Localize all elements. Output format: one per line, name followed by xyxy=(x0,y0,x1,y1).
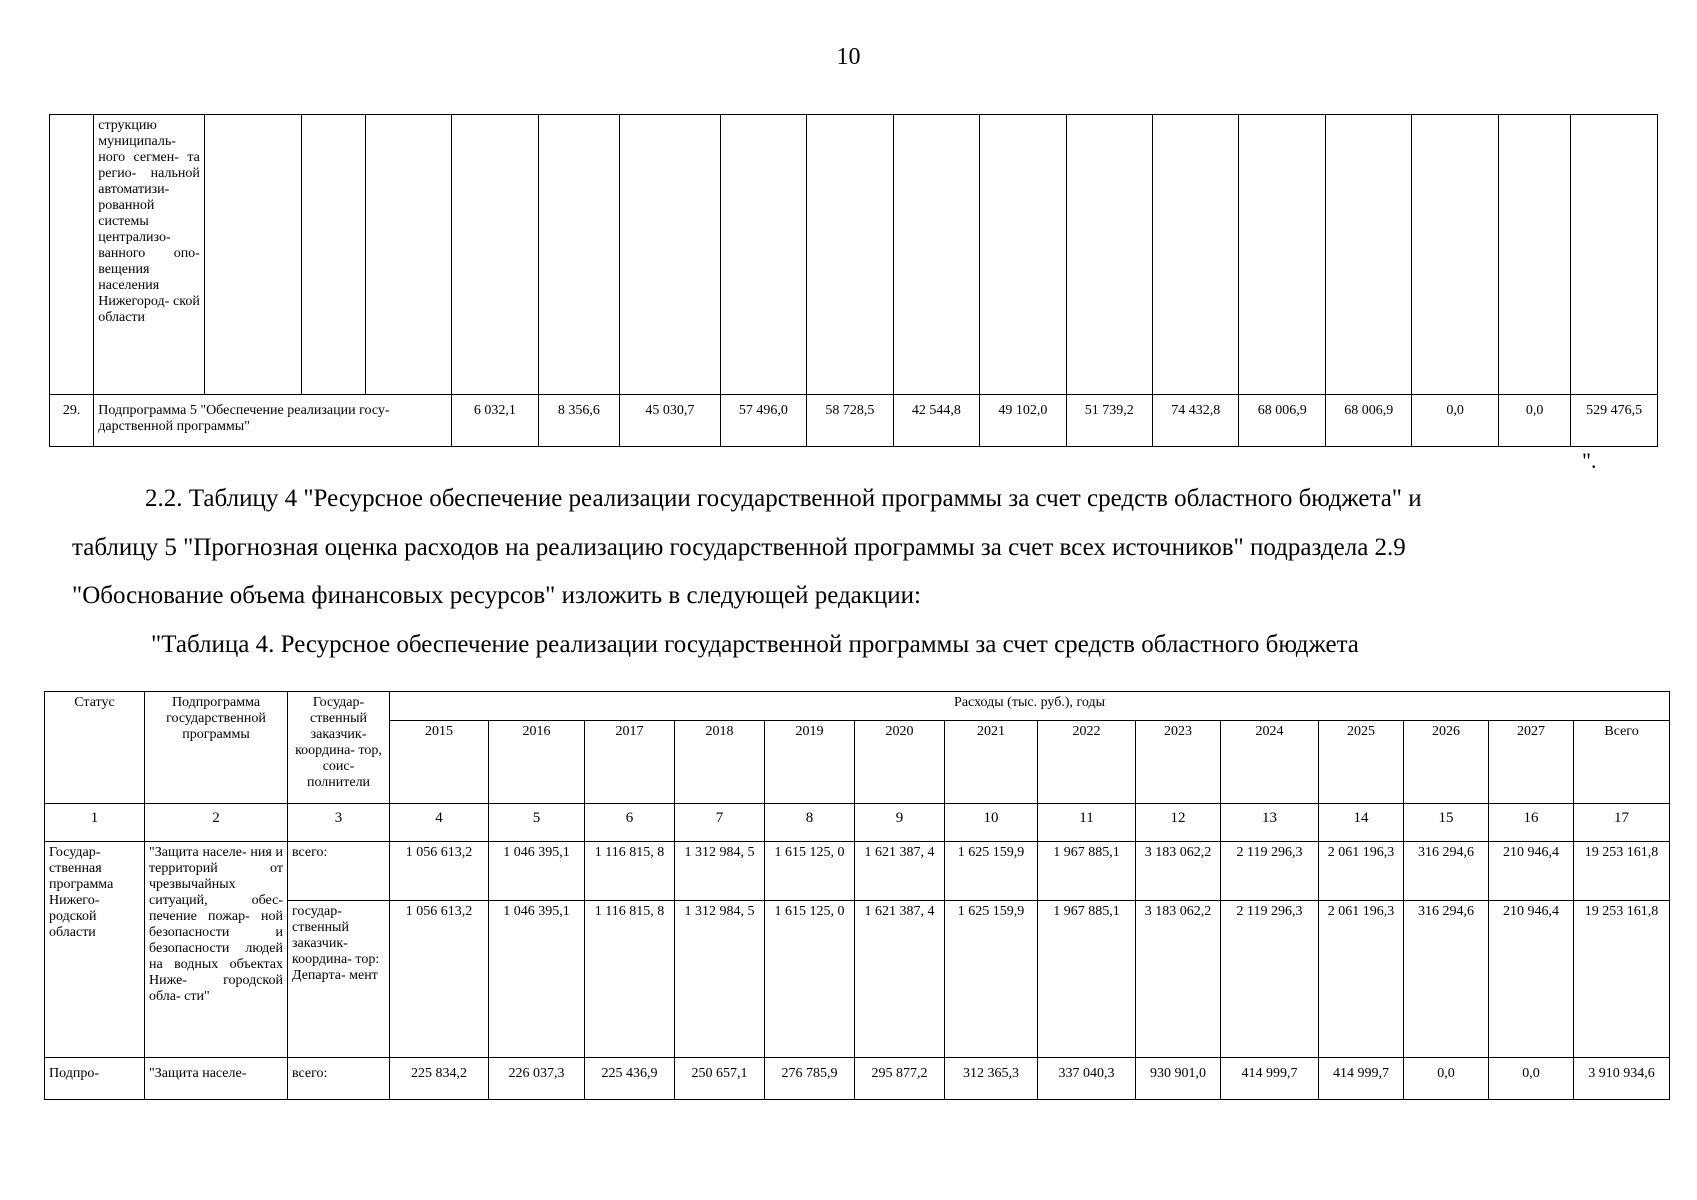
value-cell: 930 901,0 xyxy=(1136,1058,1221,1100)
value-cell: 250 657,1 xyxy=(675,1058,765,1100)
column-index: 9 xyxy=(855,804,945,842)
header-year: 2019 xyxy=(765,721,855,804)
value-cell: 1 116 815, 8 xyxy=(585,842,675,901)
value-cell: 19 253 161,8 xyxy=(1574,901,1670,1058)
column-index: 12 xyxy=(1136,804,1221,842)
header-year: 2016 xyxy=(489,721,585,804)
header-year: 2018 xyxy=(675,721,765,804)
value-cell: 57 496,0 xyxy=(720,395,806,447)
subprogram-cell: "Защита населе- ния и территорий от чрезвычайных ситуаций, обес- печение пожар- ной безопасности и безопасности людей на водных объектах Ниже- городской обла- сти" xyxy=(145,842,288,1058)
value-cell: 0,0 xyxy=(1489,1058,1574,1100)
value-cell: 74 432,8 xyxy=(1153,395,1239,447)
table-row xyxy=(50,395,1658,447)
value-cell: 1 046 395,1 xyxy=(489,901,585,1058)
value-cell: 1 967 885,1 xyxy=(1038,901,1136,1058)
row-index: 29. xyxy=(50,395,94,447)
value-cell: 6 032,1 xyxy=(452,395,538,447)
table-row xyxy=(45,901,1670,1058)
value-cell: 19 253 161,8 xyxy=(1574,842,1670,901)
status-cell: Государ- ственная программа Нижего- родской области xyxy=(45,842,145,1058)
value-cell: 1 056 613,2 xyxy=(390,842,489,901)
header-year: 2021 xyxy=(945,721,1038,804)
value-cell: 3 183 062,2 xyxy=(1136,901,1221,1058)
header-total: Всего xyxy=(1574,721,1670,804)
value-cell: 210 946,4 xyxy=(1489,901,1574,1058)
paragraph-line: "Обоснование объема финансовых ресурсов" изложить в следующей редакции: xyxy=(72,582,921,609)
status-cell: Подпро- xyxy=(45,1058,145,1100)
value-cell: 1 312 984, 5 xyxy=(675,842,765,901)
header-year: 2025 xyxy=(1319,721,1404,804)
column-index: 8 xyxy=(765,804,855,842)
value-cell: 414 999,7 xyxy=(1221,1058,1319,1100)
closing-quote: ". xyxy=(1582,448,1597,473)
value-cell: 276 785,9 xyxy=(765,1058,855,1100)
table-title: "Таблица 4. Ресурсное обеспечение реализации государственной программы за счет средств областного бюджета xyxy=(151,631,1359,658)
value-cell: 45 030,7 xyxy=(620,395,721,447)
header-subprogram: Подпрограмма государственной программы xyxy=(145,692,288,804)
value-cell: 2 119 296,3 xyxy=(1221,842,1319,901)
value-cell: 3 183 062,2 xyxy=(1136,842,1221,901)
value-cell: 1 056 613,2 xyxy=(390,901,489,1058)
value-cell: 0,0 xyxy=(1498,395,1570,447)
value-cell: 68 006,9 xyxy=(1239,395,1325,447)
header-year: 2023 xyxy=(1136,721,1221,804)
column-index: 15 xyxy=(1404,804,1489,842)
subprogram-cell: "Защита населе- xyxy=(145,1058,288,1100)
column-index: 2 xyxy=(145,804,288,842)
table-row xyxy=(50,115,1658,395)
value-cell: 414 999,7 xyxy=(1319,1058,1404,1100)
header-year: 2022 xyxy=(1038,721,1136,804)
table-row xyxy=(45,842,1670,901)
table-row xyxy=(45,1058,1670,1100)
value-cell: 316 294,6 xyxy=(1404,901,1489,1058)
column-index: 3 xyxy=(288,804,390,842)
value-cell: 2 061 196,3 xyxy=(1319,901,1404,1058)
value-cell: 225 436,9 xyxy=(585,1058,675,1100)
value-cell: 312 365,3 xyxy=(945,1058,1038,1100)
value-cell: 1 046 395,1 xyxy=(489,842,585,901)
column-index: 1 xyxy=(45,804,145,842)
value-cell: 0,0 xyxy=(1412,395,1498,447)
customer-cell: всего: xyxy=(288,842,390,901)
page-number: 10 xyxy=(836,44,861,70)
value-cell: 2 061 196,3 xyxy=(1319,842,1404,901)
header-customer: Государ- ственный заказчик- координа- тор, соис- полнители xyxy=(288,692,390,804)
column-index: 10 xyxy=(945,804,1038,842)
column-index: 14 xyxy=(1319,804,1404,842)
value-cell: 1 625 159,9 xyxy=(945,901,1038,1058)
customer-cell: всего: xyxy=(288,1058,390,1100)
column-index: 11 xyxy=(1038,804,1136,842)
value-cell: 68 006,9 xyxy=(1325,395,1411,447)
column-index: 16 xyxy=(1489,804,1574,842)
header-year: 2020 xyxy=(855,721,945,804)
value-cell: 0,0 xyxy=(1404,1058,1489,1100)
column-index: 17 xyxy=(1574,804,1670,842)
column-index: 4 xyxy=(390,804,489,842)
header-year: 2026 xyxy=(1404,721,1489,804)
customer-cell: государ- ственный заказчик- координа- тор: Департа- мент xyxy=(288,901,390,1058)
value-cell: 51 739,2 xyxy=(1066,395,1152,447)
value-cell: 8 356,6 xyxy=(538,395,619,447)
value-cell: 337 040,3 xyxy=(1038,1058,1136,1100)
value-cell: 1 615 125, 0 xyxy=(765,842,855,901)
value-cell: 58 728,5 xyxy=(807,395,893,447)
index-row xyxy=(45,804,1670,842)
header-year: 2027 xyxy=(1489,721,1574,804)
value-cell: 295 877,2 xyxy=(855,1058,945,1100)
value-cell: 1 116 815, 8 xyxy=(585,901,675,1058)
value-cell: 529 476,5 xyxy=(1571,395,1658,447)
value-cell: 226 037,3 xyxy=(489,1058,585,1100)
value-cell: 42 544,8 xyxy=(893,395,979,447)
value-cell: 3 910 934,6 xyxy=(1574,1058,1670,1100)
paragraph-line: 2.2. Таблицу 4 "Ресурсное обеспечение реализации государственной программы за счет средств областного бюджета" и xyxy=(145,485,1422,512)
subprogram-name: Подпрограмма 5 "Обеспечение реализации госу- дарственной программы" xyxy=(94,395,452,447)
header-expenses: Расходы (тыс. руб.), годы xyxy=(390,692,1670,721)
measure-name-cell: струкцию муниципаль- ного сегмен- та регио- нальной автоматизи- рованной системы централизо- ванного опо- вещения населения Нижегород- ской области xyxy=(94,115,205,395)
header-row xyxy=(45,692,1670,721)
value-cell: 1 312 984, 5 xyxy=(675,901,765,1058)
column-index: 5 xyxy=(489,804,585,842)
value-cell: 49 102,0 xyxy=(980,395,1066,447)
value-cell: 1 621 387, 4 xyxy=(855,842,945,901)
value-cell: 1 967 885,1 xyxy=(1038,842,1136,901)
column-index: 13 xyxy=(1221,804,1319,842)
paragraph-line: таблицу 5 "Прогнозная оценка расходов на реализацию государственной программы за счет всех источников" подраздела 2.9 xyxy=(72,534,1406,561)
value-cell: 210 946,4 xyxy=(1489,842,1574,901)
value-cell: 1 621 387, 4 xyxy=(855,901,945,1058)
value-cell: 225 834,2 xyxy=(390,1058,489,1100)
value-cell: 2 119 296,3 xyxy=(1221,901,1319,1058)
resource-table xyxy=(44,691,1670,1100)
value-cell: 316 294,6 xyxy=(1404,842,1489,901)
header-year: 2015 xyxy=(390,721,489,804)
header-year: 2024 xyxy=(1221,721,1319,804)
value-cell: 1 625 159,9 xyxy=(945,842,1038,901)
header-status: Статус xyxy=(45,692,145,804)
column-index: 6 xyxy=(585,804,675,842)
column-index: 7 xyxy=(675,804,765,842)
value-cell: 1 615 125, 0 xyxy=(765,901,855,1058)
header-year: 2017 xyxy=(585,721,675,804)
continuation-table xyxy=(49,114,1658,447)
